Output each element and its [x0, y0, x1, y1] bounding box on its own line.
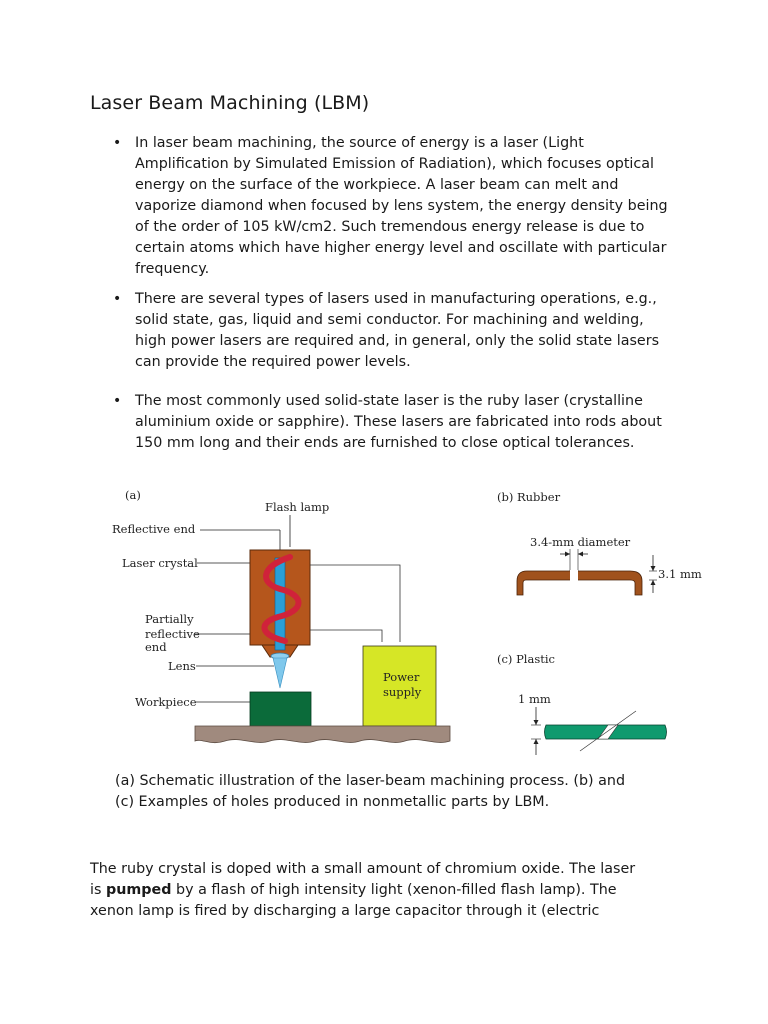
list-item — [113, 289, 675, 381]
figure-caption — [115, 771, 685, 813]
panel-a-label: (a) — [125, 488, 141, 502]
para-line-2-pre: is — [90, 882, 106, 898]
power-wire-1 — [310, 565, 400, 642]
page-title: Laser Beam Machining (LBM) — [90, 92, 370, 114]
partially-label-3: end — [145, 640, 167, 654]
partially-label-2: reflective — [145, 627, 200, 641]
lbm-figure — [110, 485, 705, 760]
laser-beam — [273, 658, 287, 688]
rubber-part — [517, 571, 642, 595]
panel-c-label: (c) Plastic — [497, 652, 555, 666]
rubber-hole — [570, 570, 578, 581]
para-line-1: The ruby crystal is doped with a small amount of chromium oxide. The laser — [90, 861, 636, 877]
power-wire-2 — [310, 630, 382, 642]
bullet-icon: • — [113, 135, 122, 151]
list-item — [113, 391, 675, 454]
machine-bed — [195, 726, 450, 743]
diameter-arrow-right — [578, 552, 583, 557]
plastic-arrow-bottom — [534, 739, 539, 744]
power-supply-label-1: Power — [383, 670, 420, 684]
bullet-text: In laser beam machining, the source of energy is a laser (Light Amplification by Simulated Emission of Radiation), which focuses optical energy on the surface of the workpiece. A laser beam can melt and vaporize diamond when focused by lens system, the energy density being of the order of 105 kW/cm2. Such tremendous energy release is due to certain atoms which have higher energy level and oscillate with particular frequency. — [135, 135, 668, 277]
para-line-3: xenon lamp is fired by discharging a large capacitor through it (electric — [90, 903, 600, 919]
caption-line-2: (c) Examples of holes produced in nonmetallic parts by LBM. — [115, 794, 550, 810]
thickness-arrow-top — [651, 566, 656, 571]
bullet-text: There are several types of lasers used in manufacturing operations, e.g., solid state, gas, liquid and semi conductor. For machining and welding, high power lasers are required and, in general, only the solid state lasers can provide the required power levels. — [135, 291, 660, 370]
lens-label: Lens — [168, 659, 196, 673]
bullet-icon: • — [113, 291, 122, 307]
workpiece-label: Workpiece — [135, 695, 197, 709]
plastic-arrow-top — [534, 720, 539, 725]
list-item — [113, 133, 675, 279]
bullet-icon: • — [113, 393, 122, 409]
caption-line-1: (a) Schematic illustration of the laser-beam machining process. (b) and — [115, 773, 626, 789]
thickness-label: 3.1 mm — [658, 567, 702, 581]
body-paragraph — [90, 859, 690, 922]
panel-b-label: (b) Rubber — [497, 490, 561, 504]
flash-lamp-label: Flash lamp — [265, 500, 330, 514]
one-mm-label: 1 mm — [518, 692, 551, 706]
bullet-list — [0, 133, 675, 454]
reflective-end-label: Reflective end — [112, 522, 196, 536]
thickness-arrow-bottom — [651, 580, 656, 585]
diameter-arrow-left — [565, 552, 570, 557]
diameter-label: 3.4-mm diameter — [530, 535, 631, 549]
bullet-text: The most commonly used solid-state laser is the ruby laser (crystalline aluminium oxide or sapphire). These lasers are fabricated into rods about 150 mm long and their ends are furnished to close optical tolerances. — [135, 393, 662, 451]
pumped-term: pumped — [105, 882, 172, 898]
workpiece-block — [250, 692, 311, 726]
power-supply-label-2: supply — [383, 685, 422, 699]
para-line-2-post: by a flash of high intensity light (xenon-filled flash lamp). The — [171, 882, 617, 898]
laser-crystal-label: Laser crystal — [122, 556, 198, 570]
partially-label-1: Partially — [145, 612, 194, 626]
